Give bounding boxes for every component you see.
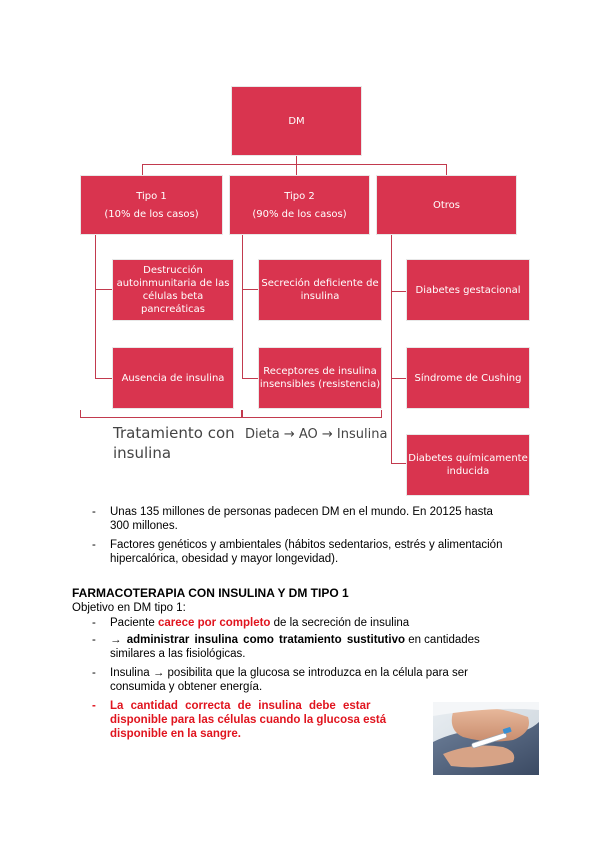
bullet-cantidad-correcta: - La cantidad correcta de insulina debe estar disponible para las células cuando la glucosa está disponible en la sangre.	[92, 700, 387, 740]
node-tipo2-subtitle: (90% de los casos)	[252, 208, 347, 220]
node-destruccion: Destrucción autoinmunitaria de las células beta pancreáticas	[112, 259, 234, 321]
node-dm: DM	[231, 86, 362, 156]
bullet-insulina-glucosa: - Insulina → posibilita que la glucosa se introduzca en la célula para ser consumida y obtener energía.	[92, 667, 468, 693]
node-diabetes-gestacional: Diabetes gestacional	[406, 259, 530, 321]
connector-tipo1-child2	[95, 378, 113, 379]
bracket-tipo1	[80, 410, 242, 418]
treatment-tipo1: Tratamiento con insulina	[113, 424, 235, 462]
node-otros	[376, 175, 517, 235]
node-otros-title: Otros	[432, 199, 460, 211]
section-heading: FARMACOTERAPIA CON INSULINA Y DM TIPO 1	[72, 586, 349, 600]
node-sindrome-cushing: Síndrome de Cushing	[406, 347, 530, 409]
section-objective: Objetivo en DM tipo 1:	[72, 602, 186, 614]
node-tipo1-subtitle: (10% de los casos)	[104, 208, 199, 220]
node-tipo2	[229, 175, 370, 235]
insulin-injection-photo	[433, 702, 539, 775]
treatment-tipo2: Dieta → AO → Insulina	[245, 427, 388, 442]
node-secrecion-deficiente: Secreción deficiente de insulina	[258, 259, 382, 321]
connector-tipo1-child1	[95, 289, 113, 290]
connector-tipo2	[296, 164, 297, 175]
node-tipo1-title: Tipo 1	[136, 190, 167, 202]
bullet-carece: - Paciente carece por completo de la secreción de insulina	[92, 617, 410, 629]
connector-otros	[446, 164, 447, 175]
connector-tipo1-vertical	[95, 234, 96, 379]
bullet-prevalence: - Unas 135 millones de personas padecen DM en el mundo. En 20125 hasta 300 millones.	[92, 506, 493, 532]
node-diabetes-quimica: Diabetes químicamente inducida	[406, 434, 530, 496]
node-receptores-insensibles: Receptores de insulina insensibles (resistencia)	[258, 347, 382, 409]
connector-tipo1	[142, 164, 143, 175]
node-tipo1	[80, 175, 223, 235]
node-tipo2-title: Tipo 2	[284, 190, 315, 202]
node-ausencia-insulina: Ausencia de insulina	[112, 347, 234, 409]
connector-tipo2-vertical	[242, 234, 243, 379]
connector-otros-vertical	[391, 234, 392, 464]
bullet-factors: - Factores genéticos y ambientales (hábitos sedentarios, estrés y alimentación hipercalórica, obesidad y mayor longevidad).	[92, 539, 503, 565]
connector-horizontal	[142, 164, 447, 165]
bracket-tipo2	[242, 410, 382, 418]
insulin-injection-illustration	[433, 702, 539, 775]
bullet-administrar: - → administrar insulina como tratamiento sustitutivo en cantidades similares a las fisiológicas.	[92, 634, 480, 660]
